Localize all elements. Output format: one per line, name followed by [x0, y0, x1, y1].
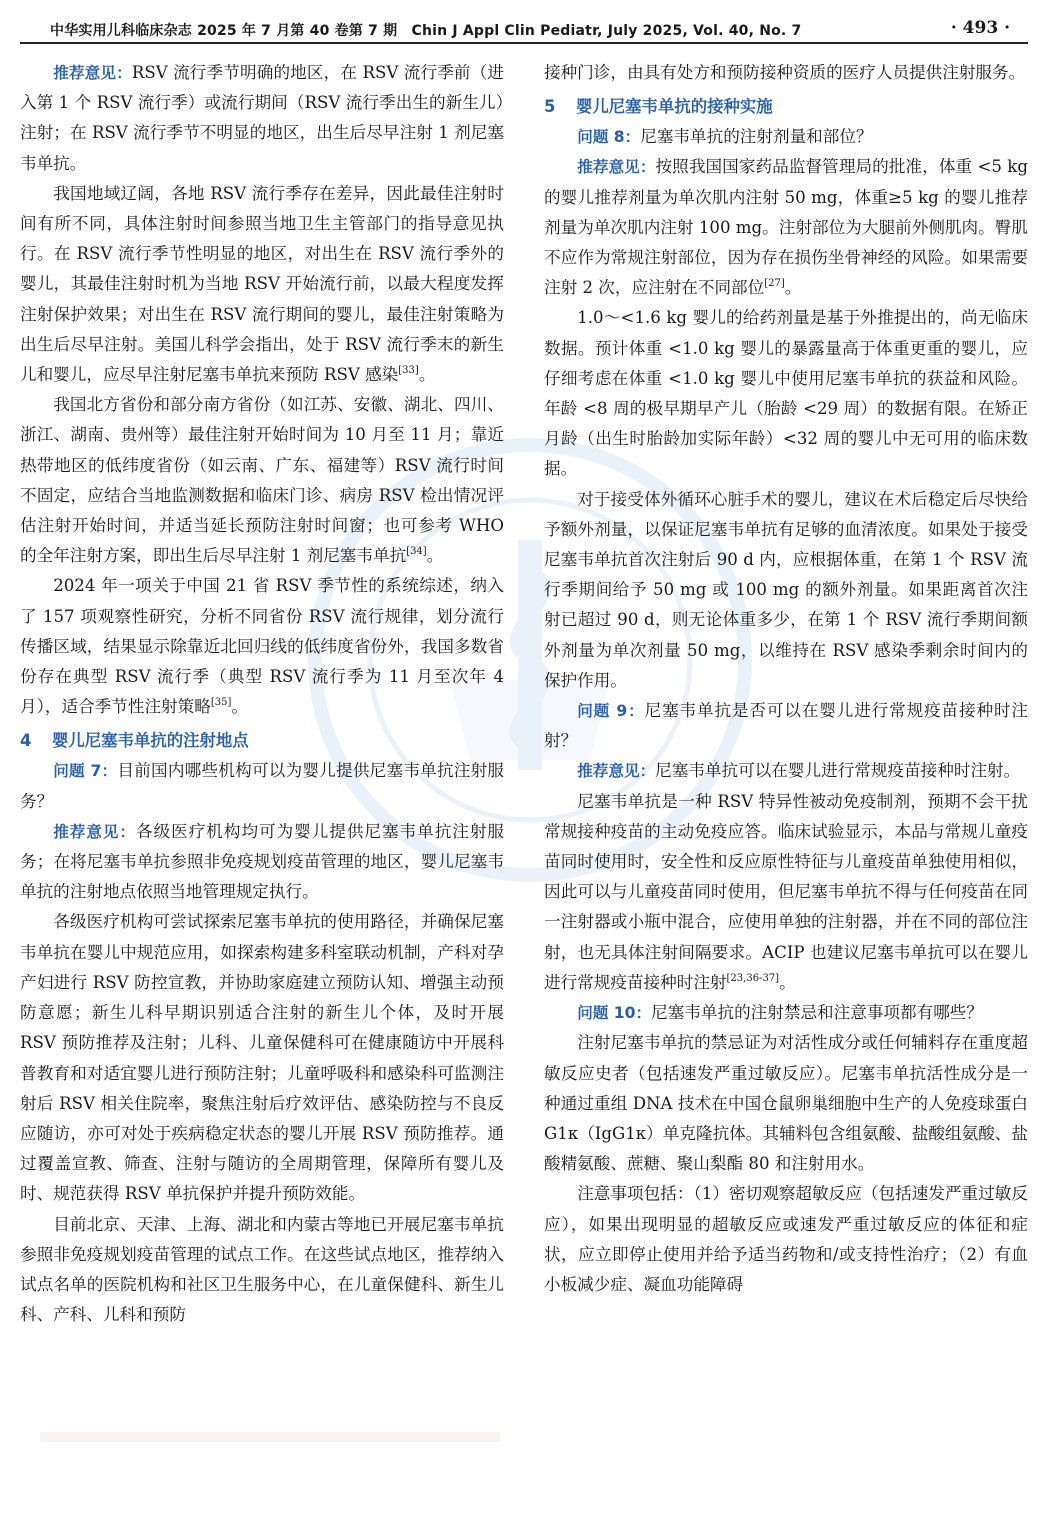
- question-label: 问题 10：: [577, 1004, 652, 1023]
- body-paragraph: 注意事项包括：（1）密切观察超敏反应（包括速发严重过敏反应），如果出现明显的超敏反应或速发严重过敏反应的体征和症状，应立即停止使用并给予适当药物和/或支持性治疗；（2）有血小板减少症、凝血功能障碍: [544, 1184, 1028, 1294]
- left-column: [20, 58, 504, 1330]
- recommendation-paragraph: 推荐意见：RSV 流行季节明确的地区，在 RSV 流行季前（进入第 1 个 RSV 流行季）或流行期间（RSV 流行季出生的新生儿）注射；在 RSV 流行季节不明显的地区，出生后尽早注射 1 剂尼塞韦单抗。: [20, 63, 504, 173]
- citation-ref: [35]: [210, 697, 232, 709]
- running-header: [20, 18, 1028, 42]
- citation-ref: [27]: [764, 278, 785, 290]
- question-label: 问题 8：: [577, 128, 641, 147]
- question-paragraph: 问题 10：尼塞韦单抗的注射禁忌和注意事项都有哪些？: [577, 1003, 983, 1023]
- right-column: [544, 58, 1028, 1300]
- body-paragraph: 注射尼塞韦单抗的禁忌证为对活性成分或任何辅料存在重度超敏反应史者（包括速发严重过敏反应）。尼塞韦单抗活性成分是一种通过重组 DNA 技术在中国仓鼠卵巢细胞中生产的人免疫球蛋白 G1κ（IgG1κ）单克隆抗体。其辅料包含组氨酸、盐酸组氨酸、盐酸精氨酸、蔗糖、聚山梨酯 80 和注射用水。: [544, 1033, 1028, 1174]
- recommendation-paragraph: 推荐意见：各级医疗机构均可为婴儿提供尼塞韦单抗注射服务；在将尼塞韦单抗参照非免疫规划疫苗管理的地区，婴儿尼塞韦单抗的注射地点依照当地管理规定执行。: [20, 821, 504, 902]
- recommendation-label: 推荐意见：: [577, 158, 656, 177]
- question-paragraph: 问题 7：目前国内哪些机构可以为婴儿提供尼塞韦单抗注射服务？: [20, 761, 505, 811]
- question-paragraph: 问题 8：尼塞韦单抗的注射剂量和部位？: [577, 127, 873, 147]
- recommendation-paragraph: 推荐意见：尼塞韦单抗可以在婴儿进行常规疫苗接种时注射。: [577, 761, 1021, 781]
- recommendation-label: 推荐意见：: [53, 822, 137, 841]
- question-label: 问题 7：: [53, 762, 118, 781]
- body-paragraph: 各级医疗机构可尝试探索尼塞韦单抗的使用路径，并确保尼塞韦单抗在婴儿中规范应用，如探索构建多科室联动机制，产科对孕产妇进行 RSV 防控宣教，并协助家庭建立预防认知、增强主动预防意愿；新生儿科早期识别适合注射的新生儿个体，及时开展 RSV 预防推荐及注射；儿科、儿童保健科可在健康随访中开展科普教育和对适宜婴儿进行预防注射；儿童呼吸科和感染科可监测注射后 RSV 相关住院率，聚焦注射后疗效评估、感染防控与不良反应随访，亦可对处于疾病稳定状态的婴儿开展 RSV 预防推荐。通过覆盖宣教、筛查、注射与随访的全周期管理，保障所有婴儿及时、规范获得 RSV 单抗保护并提升预防效能。: [20, 912, 504, 1204]
- section-heading-5: 5 婴儿尼塞韦单抗的接种实施: [544, 97, 773, 117]
- body-paragraph: 对于接受体外循环心脏手术的婴儿，建议在术后稳定后尽快给予额外剂量，以保证尼塞韦单抗有足够的血清浓度。如果处于接受尼塞韦单抗首次注射后 90 d 内，应根据体重，在第 1 个 RSV 流行季期间给予 50 mg 或 100 mg 的额外剂量。如果距离首次注射已超过 90 d，则无论体重多少，在第 1 个 RSV 流行季期间额外剂量为单次剂量 50 mg，以维持在 RSV 感染季剩余时间内的保护作用。: [544, 489, 1028, 690]
- body-paragraph: 目前北京、天津、上海、湖北和内蒙古等地已开展尼塞韦单抗参照非免疫规划疫苗管理的试点工作。在这些试点地区，推荐纳入试点名单的医院机构和社区卫生服务中心，在儿童保健科、新生儿科、产科、儿科和预防: [20, 1214, 504, 1325]
- recommendation-label: 推荐意见：: [577, 762, 656, 781]
- body-paragraph: 2024 年一项关于中国 21 省 RSV 季节性的系统综述，纳入了 157 项观察性研究，分析不同省份 RSV 流行规律，划分流行传播区域，结果显示除靠近北回归线的低纬度省份外，我国多数省份存在典型 RSV 流行季（典型 RSV 流行季为 11 月至次年 4 月），适合季节性注射策略[35]。: [20, 576, 504, 717]
- body-paragraph: 我国地域辽阔，各地 RSV 流行季存在差异，因此最佳注射时间有所不同，具体注射时间参照当地卫生主管部门的指导意见执行。在 RSV 流行季节性明显的地区，对出生在 RSV 流行季外的婴儿，其最佳注射时机为当地 RSV 开始流行前，以最大程度发挥注射保护效果；对出生在 RSV 流行期间的婴儿，最佳注射策略为出生后尽早注射。美国儿科学会指出，处于 RSV 流行季末的新生儿和婴儿，应尽早注射尼塞韦单抗来预防 RSV 感染[33]。: [20, 183, 504, 385]
- citation-ref: [34]: [406, 546, 427, 558]
- journal-citation: 中华实用儿科临床杂志 2025 年 7 月第 40 卷第 7 期 Chin J Appl Clin Pediatr, July 2025, Vol. 40, No. 7: [50, 23, 802, 39]
- body-paragraph-continued: 接种门诊，由具有处方和预防接种资质的医疗人员提供注射服务。: [544, 63, 1026, 82]
- question-label: 问题 9：: [577, 702, 645, 721]
- question-paragraph: 问题 9：尼塞韦单抗是否可以在婴儿进行常规疫苗接种时注射？: [544, 701, 1029, 751]
- page-number: · 493 ·: [950, 18, 1010, 38]
- recommendation-paragraph: 推荐意见：按照我国国家药品监督管理局的批准，体重 <5 kg 的婴儿推荐剂量为单次肌内注射 50 mg，体重≥5 kg 的婴儿推荐剂量为单次肌内注射 100 mg。注射部位为大腿前外侧肌肉。臀肌不应作为常规注射部位，因为存在损伤坐骨神经的风险。如果需要注射 2 次，应注射在不同部位[27]。: [544, 157, 1028, 298]
- header-rule: [20, 42, 1028, 44]
- body-paragraph: 1.0～<1.6 kg 婴儿的给药剂量是基于外推提出的，尚无临床数据。预计体重 <1.0 kg 婴儿的暴露量高于体重更重的婴儿，应仔细考虑在体重 <1.0 kg 婴儿中使用尼塞韦单抗的获益和风险。年龄 <8 周的极早期早产儿（胎龄 <29 周）的数据有限。在矫正月龄（出生时胎龄加实际年龄）<32 周的婴儿中无可用的临床数据。: [544, 308, 1028, 479]
- recommendation-label: 推荐意见：: [53, 64, 132, 82]
- citation-ref: [23,36-37]: [726, 972, 780, 984]
- watermark-strip-icon: [40, 1418, 500, 1458]
- section-heading-4: 4 婴儿尼塞韦单抗的注射地点: [20, 731, 249, 751]
- body-paragraph: 我国北方省份和部分南方省份（如江苏、安徽、湖北、四川、浙江、湖南、贵州等）最佳注射开始时间为 10 月至 11 月；靠近热带地区的低纬度省份（如云南、广东、福建等）RSV 流行时间不固定，应结合当地监测数据和临床门诊、病房 RSV 检出情况评估注射开始时间，并适当延长预防注射时间窗；也可参考 WHO 的全年注射方案，即出生后尽早注射 1 剂尼塞韦单抗[34]。: [20, 395, 504, 566]
- citation-ref: [33]: [398, 365, 419, 377]
- body-paragraph: 尼塞韦单抗是一种 RSV 特异性被动免疫制剂，预期不会干扰常规接种疫苗的主动免疫应答。临床试验显示，本品与常规儿童疫苗同时使用时，安全性和反应原性特征与儿童疫苗单独使用相似，因此可以与儿童疫苗同时使用，但尼塞韦单抗不得与任何疫苗在同一注射器或小瓶中混合，应使用单独的注射器，并在不同的部位注射，也无具体注射间隔要求。ACIP 也建议尼塞韦单抗可以在婴儿进行常规疫苗接种时注射[23,36-37]。: [544, 791, 1028, 992]
